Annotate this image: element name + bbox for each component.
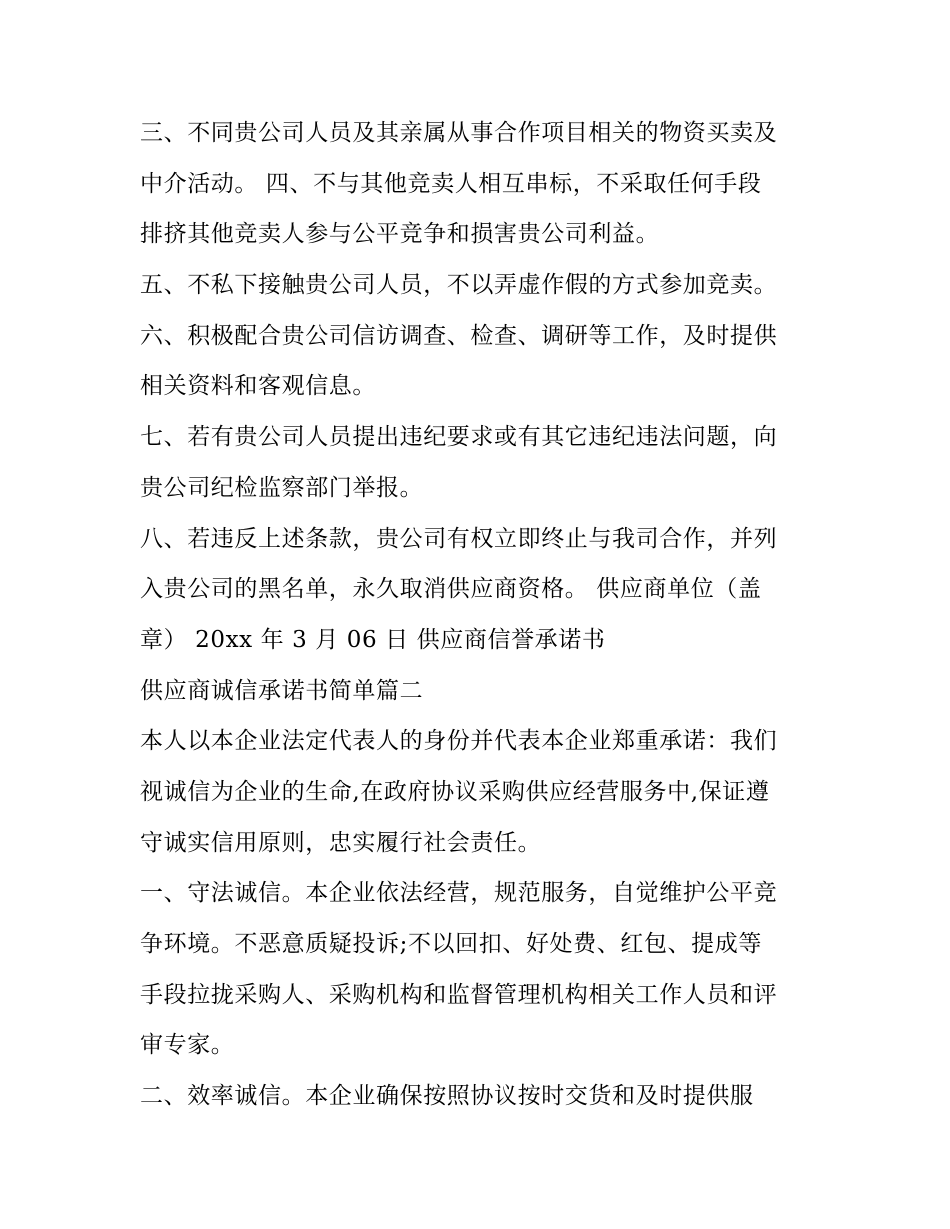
section-heading: 供应商诚信承诺书简单篇二: [140, 677, 424, 704]
text-line: 手段拉拢采购人、采购机构和监督管理机构相关工作人员和评: [140, 981, 778, 1008]
text-line: 入贵公司的黑名单，永久取消供应商资格。 供应商单位（盖: [140, 576, 762, 603]
document-body: [140, 108, 830, 1122]
text-line: 视诚信为企业的生命,在政府协议采购供应经营服务中,保证遵: [140, 778, 770, 805]
text-line: 审专家。: [140, 1032, 235, 1059]
text-line: 章） 20xx 年 3 月 06 日 供应商信誉承诺书: [140, 626, 606, 653]
text-line: 三、不同贵公司人员及其亲属从事合作项目相关的物资买卖及: [140, 120, 778, 146]
text-line: 争环境。不恶意质疑投诉;不以回扣、好处费、红包、提成等: [140, 931, 762, 957]
text-line: 中介活动。 四、不与其他竞卖人相互串标，不采取任何手段: [140, 170, 762, 197]
text-line: 七、若有贵公司人员提出违纪要求或有其它违纪违法问题，向: [140, 424, 778, 451]
text-line: 贵公司纪检监察部门举报。: [140, 474, 424, 501]
text-line: 排挤其他竞卖人参与公平竞争和损害贵公司利益。: [140, 221, 660, 248]
text-line: 一、守法诚信。本企业依法经营，规范服务，自觉维护公平竞: [140, 880, 778, 907]
text-line: 五、不私下接触贵公司人员，不以弄虚作假的方式参加竞卖。: [140, 272, 778, 299]
text-line: 二、效率诚信。本企业确保按照协议按时交货和及时提供服: [140, 1083, 754, 1110]
text-line: 八、若违反上述条款，贵公司有权立即终止与我司合作，并列: [140, 525, 778, 552]
text-line: 守诚实信用原则，忠实履行社会责任。: [140, 829, 542, 856]
text-line: 相关资料和客观信息。: [140, 373, 376, 400]
text-line: 本人以本企业法定代表人的身份并代表本企业郑重承诺：我们: [140, 728, 778, 755]
text-line: 六、积极配合贵公司信访调查、检查、调研等工作，及时提供: [140, 322, 778, 349]
